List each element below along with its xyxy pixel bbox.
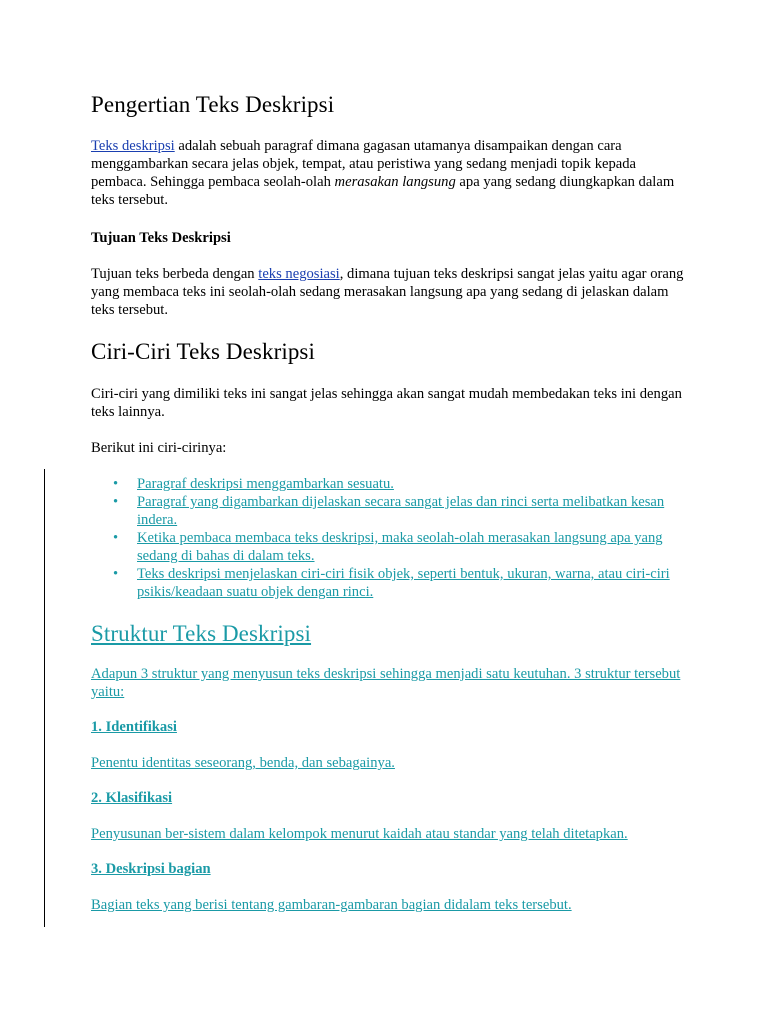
bullet-icon: • [113,566,119,582]
bullet-icon: • [113,530,119,546]
heading-deskripsi-bagian[interactable]: 3. Deskripsi bagian [91,861,211,877]
heading-identifikasi[interactable]: 1. Identifikasi [91,719,177,735]
margin-change-bar [44,469,45,927]
heading-tujuan: Tujuan Teks Deskripsi [91,230,231,246]
ciri-list [91,475,691,601]
paragraph-text: apa yang sedang diungkapkan dalam teks tersebut. [91,174,675,208]
paragraph-text: , dimana tujuan teks deskripsi sangat jelas yaitu agar orang yang membaca teks ini seolah-olah sedang merasakan langsung apa yang sedang di jelaskan dalam teks tersebut. [91,266,684,318]
paragraph-klasifikasi[interactable]: Penyusunan ber-sistem dalam kelompok menurut kaidah atau standar yang telah ditetapkan. [91,826,628,842]
emphasis-text: merasakan langsung [334,174,456,190]
heading-struktur[interactable]: Struktur Teks Deskripsi [91,621,312,646]
paragraph-struktur-intro[interactable]: Adapun 3 struktur yang menyusun teks deskripsi sehingga menjadi satu keutuhan. 3 struktur tersebut yaitu: [91,666,681,700]
heading-pengertian: Pengertian Teks Deskripsi [91,92,335,117]
heading-ciri-ciri: Ciri-Ciri Teks Deskripsi [91,339,315,364]
document-body [91,88,691,914]
paragraph-text: Tujuan teks berbeda dengan [91,266,259,282]
paragraph-text: adalah sebuah paragraf dimana gagasan utamanya disampaikan dengan cara menggambarkan secara jelas objek, tempat, atau peristiwa yang sedang menjadi topik kepada pembaca. Sehingga pembaca seolah-olah [91,138,637,190]
paragraph-berikut: Berikut ini ciri-cirinya: [91,440,227,456]
list-item[interactable]: • Teks deskripsi menjelaskan ciri-ciri fisik objek, seperti bentuk, ukuran, warna, atau ciri-ciri psikis/keadaan suatu objek dengan rinci. [113,566,670,600]
link-teks-deskripsi[interactable]: Teks deskripsi [91,138,175,154]
bullet-icon: • [113,476,119,492]
paragraph-deskripsi-bagian[interactable]: Bagian teks yang berisi tentang gambaran-gambaran bagian didalam teks tersebut. [91,897,572,913]
bullet-icon: • [113,494,119,510]
list-item[interactable]: • Ketika pembaca membaca teks deskripsi, maka seolah-olah merasakan langsung apa yang sedang di bahas di dalam teks. [113,530,663,564]
paragraph-tujuan [91,265,691,319]
paragraph-pengertian [91,137,691,209]
link-teks-negosiasi[interactable]: teks negosiasi [258,266,340,282]
heading-klasifikasi[interactable]: 2. Klasifikasi [91,790,173,806]
paragraph-ciri-intro: Ciri-ciri yang dimiliki teks ini sangat jelas sehingga akan sangat mudah membedakan teks ini dengan teks lainnya. [91,386,682,420]
list-item[interactable]: • Paragraf yang digambarkan dijelaskan secara sangat jelas dan rinci serta melibatkan kesan indera. [113,494,665,528]
list-item[interactable]: • Paragraf deskripsi menggambarkan sesuatu. [113,476,394,492]
paragraph-identifikasi[interactable]: Penentu identitas seseorang, benda, dan sebagainya. [91,755,395,771]
